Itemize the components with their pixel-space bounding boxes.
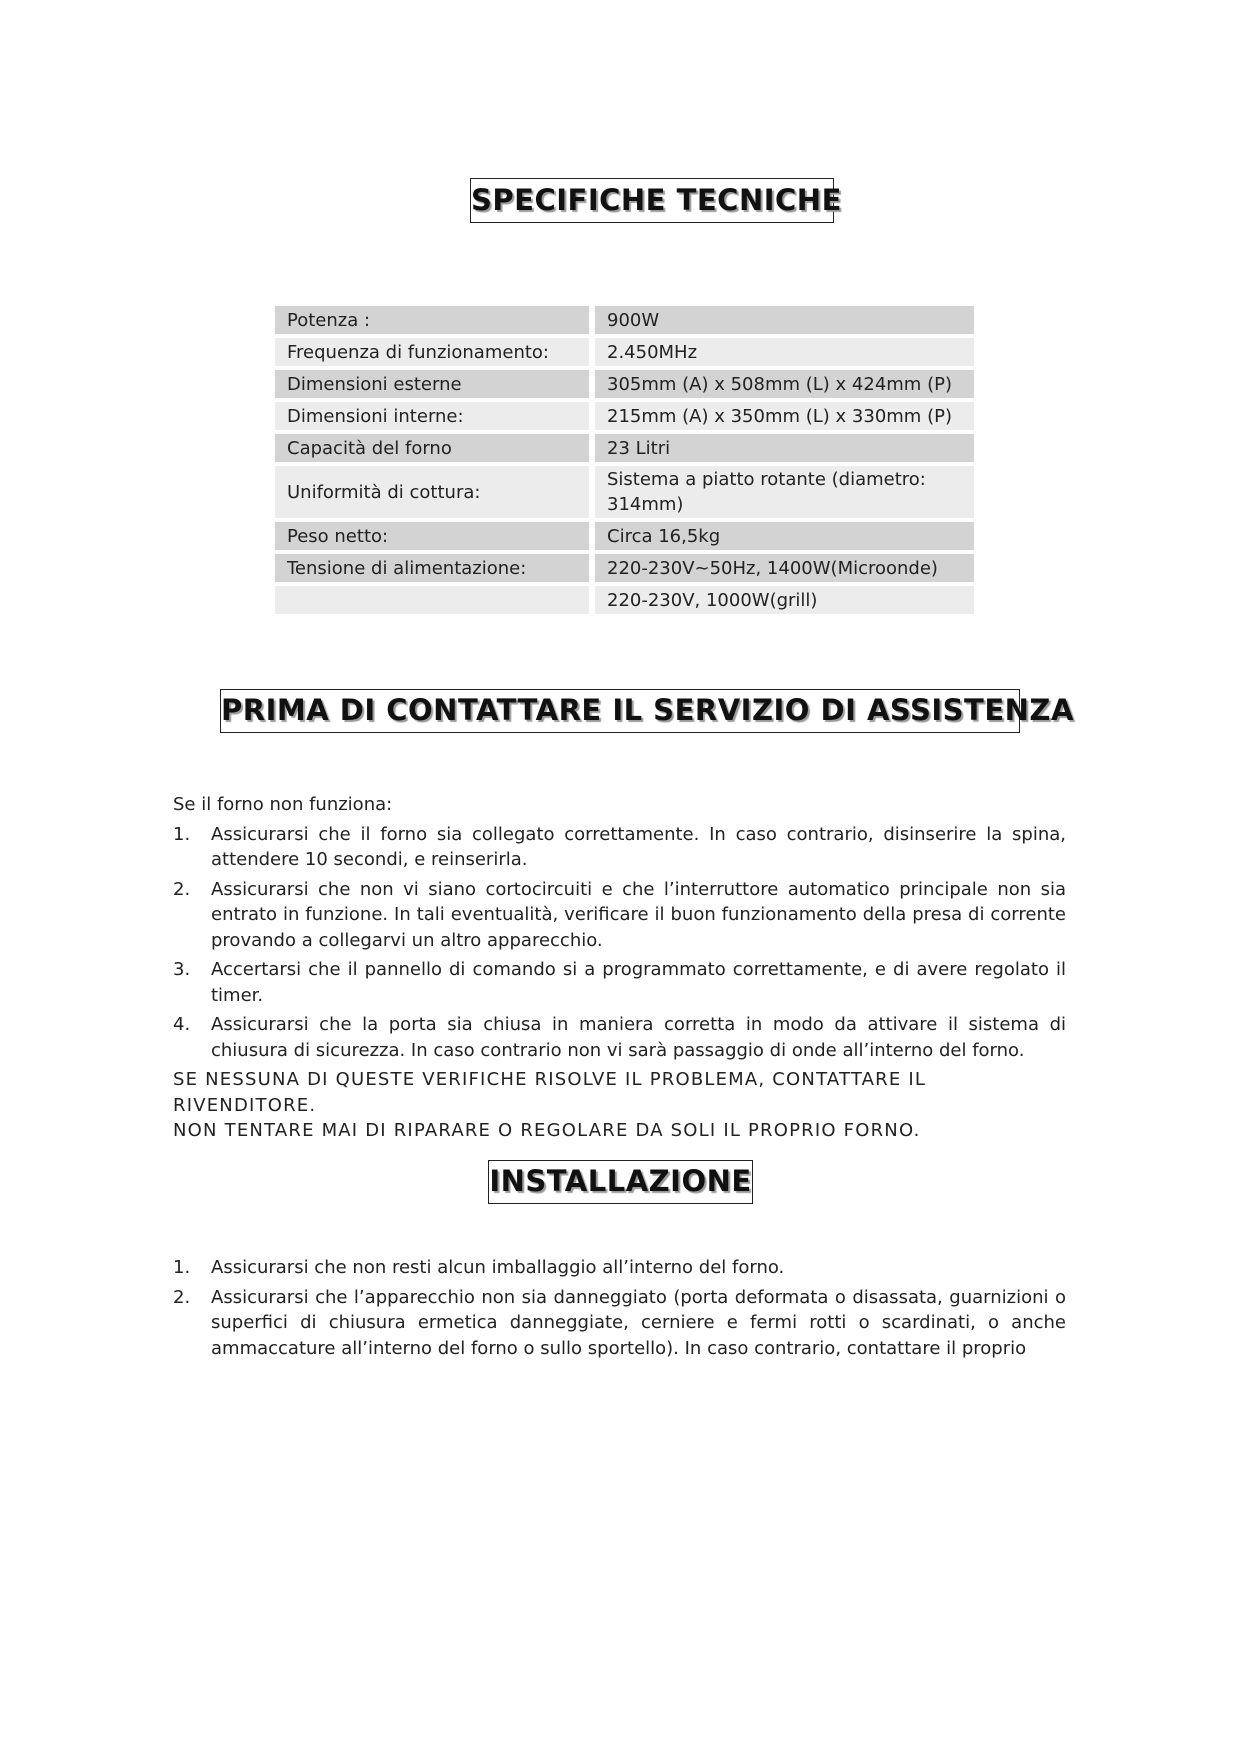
list-item [173, 1285, 1066, 1362]
table-row [275, 522, 974, 550]
list-item-text: Assicurarsi che non resti alcun imballaggio all’interno del forno. [211, 1257, 785, 1278]
spec-label: Capacità del forno [275, 434, 589, 462]
spec-label: Frequenza di funzionamento: [275, 338, 589, 366]
list-item-number: 2. [173, 878, 191, 900]
assist-section-title: PRIMA DI CONTATTARE IL SERVIZIO DI ASSISTENZA [220, 689, 1020, 733]
spec-value: 23 Litri [595, 434, 974, 462]
spec-label: Tensione di alimentazione: [275, 554, 589, 582]
install-checklist [173, 1255, 1066, 1361]
specs-section-title: SPECIFICHE TECNICHE [470, 178, 834, 223]
spec-label: Potenza : [275, 306, 589, 334]
spec-value: 2.450MHz [595, 338, 974, 366]
table-row [275, 306, 974, 334]
assist-checklist [173, 822, 1066, 1064]
list-item-number: 1. [173, 823, 191, 845]
spec-label [275, 586, 589, 614]
table-row [275, 338, 974, 366]
list-item [173, 1255, 1066, 1281]
list-item [173, 877, 1066, 954]
assist-warning-repair: NON TENTARE MAI DI RIPARARE O REGOLARE DA SOLI IL PROPRIO FORNO. [173, 1120, 921, 1141]
list-item-text: Assicurarsi che l’apparecchio non sia danneggiato (porta deformata o disassata, guarnizioni o superfici di chiusura ermetica danneggiate, cerniere e fermi rotti o scardinati, o anche ammaccature all’interno del forno o sullo sportello). In caso contrario, contattare il proprio [211, 1286, 1066, 1359]
assist-section-body [173, 792, 1066, 1144]
spec-value: 215mm (A) x 350mm (L) x 330mm (P) [595, 402, 974, 430]
list-item-number: 4. [173, 1014, 191, 1035]
spec-value: Circa 16,5kg [595, 522, 974, 550]
spec-value: 900W [595, 306, 974, 334]
table-row [275, 434, 974, 462]
list-item-number: 3. [173, 959, 191, 980]
table-row [275, 370, 974, 398]
list-item-text: Assicurarsi che la porta sia chiusa in maniera corretta in modo da attivare il sistema di chiusura di sicurezza. In caso contrario non vi sarà passaggio di onde all’interno del forno. [211, 1014, 1066, 1061]
spec-label: Peso netto: [275, 522, 589, 550]
table-row [275, 554, 974, 582]
install-section-title: INSTALLAZIONE [488, 1160, 753, 1204]
list-item [173, 822, 1066, 873]
table-row [275, 586, 974, 614]
spec-value: 220-230V~50Hz, 1400W(Microonde) [595, 554, 974, 582]
list-item-number: 2. [173, 1286, 191, 1308]
spec-label: Dimensioni esterne [275, 370, 589, 398]
list-item-number: 1. [173, 1257, 191, 1278]
spec-value: 305mm (A) x 508mm (L) x 424mm (P) [595, 370, 974, 398]
table-row [275, 402, 974, 430]
list-item-text: Assicurarsi che il forno sia collegato correttamente. In caso contrario, disinserire la spina, attendere 10 secondi, e reinserirla. [211, 823, 1066, 870]
list-item-text: Accertarsi che il pannello di comando si a programmato correttamente, e di avere regolato il timer. [211, 959, 1066, 1006]
assist-warning-contact: SE NESSUNA DI QUESTE VERIFICHE RISOLVE IL PROBLEMA, CONTATTARE IL RIVENDITORE. [173, 1069, 927, 1116]
assist-intro: Se il forno non funziona: [173, 794, 393, 815]
spec-label: Uniformità di cottura: [275, 466, 589, 518]
spec-value: Sistema a piatto rotante (diametro: 314mm) [595, 466, 974, 518]
specs-table [269, 302, 980, 618]
list-item [173, 1012, 1066, 1063]
list-item-text: Assicurarsi che non vi siano cortocircuiti e che l’interruttore automatico principale non sia entrato in funzione. In tali eventualità, verificare il buon funzionamento della presa di corrente provando a collegarvi un altro apparecchio. [211, 878, 1066, 951]
table-row [275, 466, 974, 518]
install-section-body [173, 1255, 1066, 1365]
spec-label: Dimensioni interne: [275, 402, 589, 430]
spec-value: 220-230V, 1000W(grill) [595, 586, 974, 614]
list-item [173, 957, 1066, 1008]
